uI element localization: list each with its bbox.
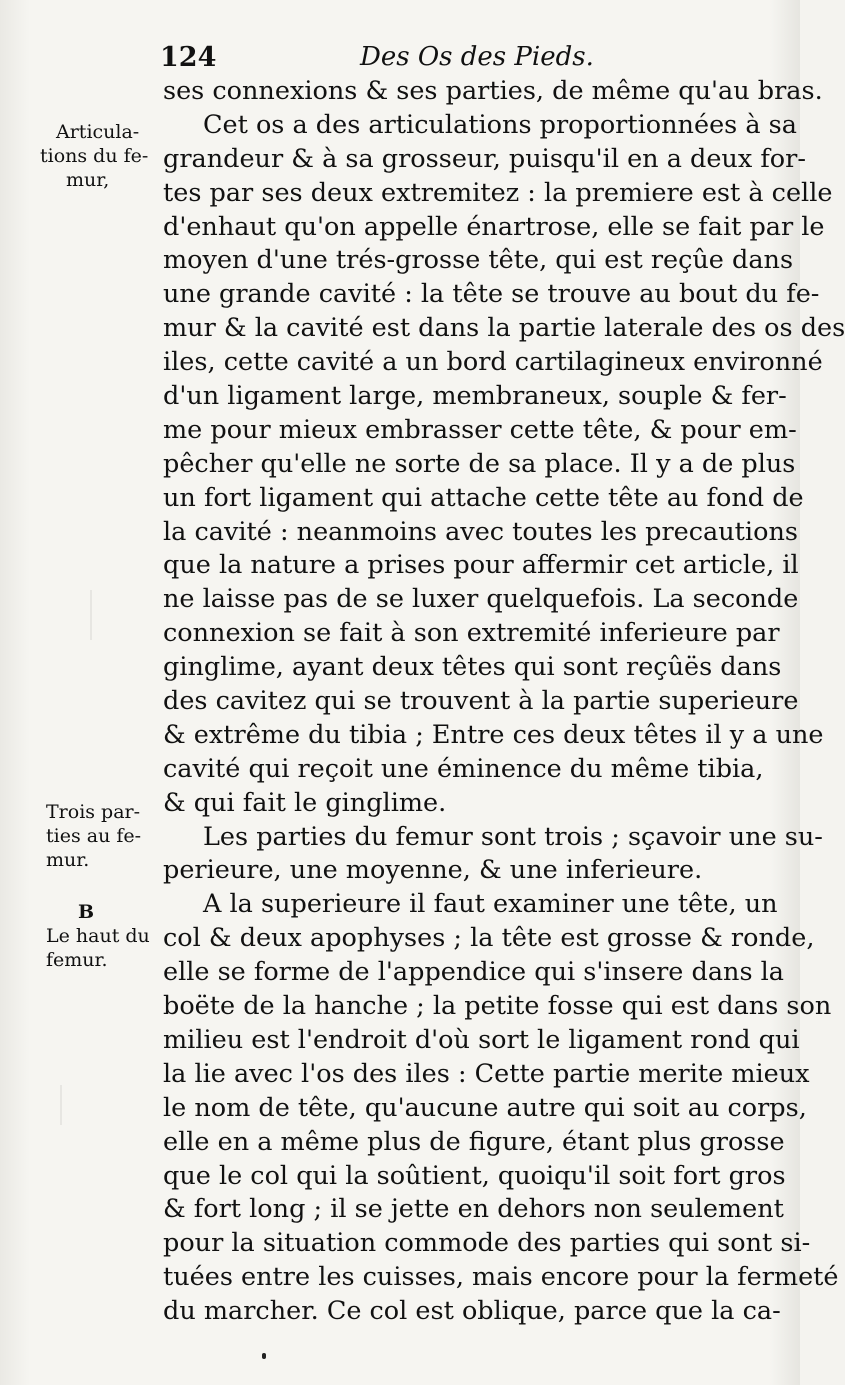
margin-note-three-parts <box>46 800 164 872</box>
text-line: le nom de tête, qu'aucune autre qui soit au corps, <box>163 1092 807 1123</box>
text-line: ginglime, ayant deux têtes qui sont reçûës dans <box>163 652 782 683</box>
margin-note-line: ties au fe- <box>46 825 142 847</box>
text-line: milieu est l'endroit d'où sort le ligament rond qui <box>163 1024 800 1055</box>
margin-note-articulations <box>40 120 164 192</box>
text-line: grandeur & à sa grosseur, puisqu'il en a deux for- <box>163 143 806 174</box>
bleed-through-mark <box>90 590 152 640</box>
margin-note-letter: B <box>77 901 95 923</box>
margin-note-line: tions du fe- <box>40 145 149 167</box>
page-number: 124 <box>160 42 217 73</box>
margin-note-line: mur. <box>46 849 90 871</box>
margin-note-line: Trois par- <box>46 801 141 823</box>
text-line: du marcher. Ce col est oblique, parce que la ca- <box>163 1296 781 1327</box>
text-line: A la superieure il faut examiner une tête, un <box>203 889 778 920</box>
text-line: elle en a même plus de figure, étant plus grosse <box>163 1126 785 1157</box>
text-line: moyen d'une trés-grosse tête, qui est reçûe dans <box>163 245 794 276</box>
text-line: elle se forme de l'appendice qui s'insere dans la <box>163 957 784 988</box>
ink-speck <box>262 1353 266 1359</box>
margin-note-line: Articula- <box>56 121 140 143</box>
text-line: Cet os a des articulations proportionnées à sa <box>203 109 797 140</box>
running-title: Des Os des Pieds. <box>360 42 594 72</box>
text-line: des cavitez qui se trouvent à la partie superieure <box>163 686 799 717</box>
margin-note-line: Le haut du <box>46 925 150 947</box>
text-line: Les parties du femur sont trois ; sçavoir une su- <box>203 821 823 852</box>
text-line: & qui fait le ginglime. <box>163 787 447 818</box>
text-line: ne laisse pas de se luxer quelquefois. La seconde <box>163 584 799 615</box>
text-line: mur & la cavité est dans la partie laterale des os des <box>163 313 845 344</box>
text-line: me pour mieux embrasser cette tête, & pour em- <box>163 414 797 445</box>
text-line: perieure, une moyenne, & une inferieure. <box>163 855 703 886</box>
main-text <box>163 75 845 1329</box>
text-line: un fort ligament qui attache cette tête au fond de <box>163 482 804 513</box>
text-line: iles, cette cavité a un bord cartilagineux environné <box>163 347 823 378</box>
margin-note-line: femur. <box>46 949 108 971</box>
text-line: tuées entre les cuisses, mais encore pour la fermeté <box>163 1262 839 1293</box>
text-line: col & deux apophyses ; la tête est grosse & ronde, <box>163 923 815 954</box>
text-line: ses connexions & ses parties, de même qu'au bras. <box>163 76 823 106</box>
text-line: cavité qui reçoit une éminence du même tibia, <box>163 753 764 784</box>
text-line: d'un ligament large, membraneux, souple & fer- <box>163 381 787 412</box>
margin-note-line: mur, <box>66 169 110 191</box>
text-line: d'enhaut qu'on appelle énartrose, elle se fait par le <box>163 211 825 242</box>
text-line: tes par ses deux extremitez : la premiere est à celle <box>163 177 833 208</box>
page-header <box>160 42 760 78</box>
text-line: & fort long ; il se jette en dehors non seulement <box>163 1194 784 1225</box>
text-line: la lie avec l'os des iles : Cette partie merite mieux <box>163 1058 810 1089</box>
margin-note-top-of-femur <box>46 900 164 972</box>
text-line: & extrême du tibia ; Entre ces deux têtes il y a une <box>163 719 824 750</box>
text-line: que le col qui la soûtient, quoiqu'il soit fort gros <box>163 1160 786 1191</box>
text-line: la cavité : neanmoins avec toutes les precautions <box>163 516 798 547</box>
text-line: que la nature a prises pour affermir cet article, il <box>163 550 799 581</box>
text-line: connexion se fait à son extremité inferieure par <box>163 618 780 649</box>
text-line: pour la situation commode des parties qui sont si- <box>163 1228 811 1259</box>
text-line: boëte de la hanche ; la petite fosse qui est dans son <box>163 991 832 1022</box>
bleed-through-mark <box>60 1085 142 1125</box>
text-line: pêcher qu'elle ne sorte de sa place. Il y a de plus <box>163 448 796 479</box>
text-line: une grande cavité : la tête se trouve au bout du fe- <box>163 279 820 310</box>
